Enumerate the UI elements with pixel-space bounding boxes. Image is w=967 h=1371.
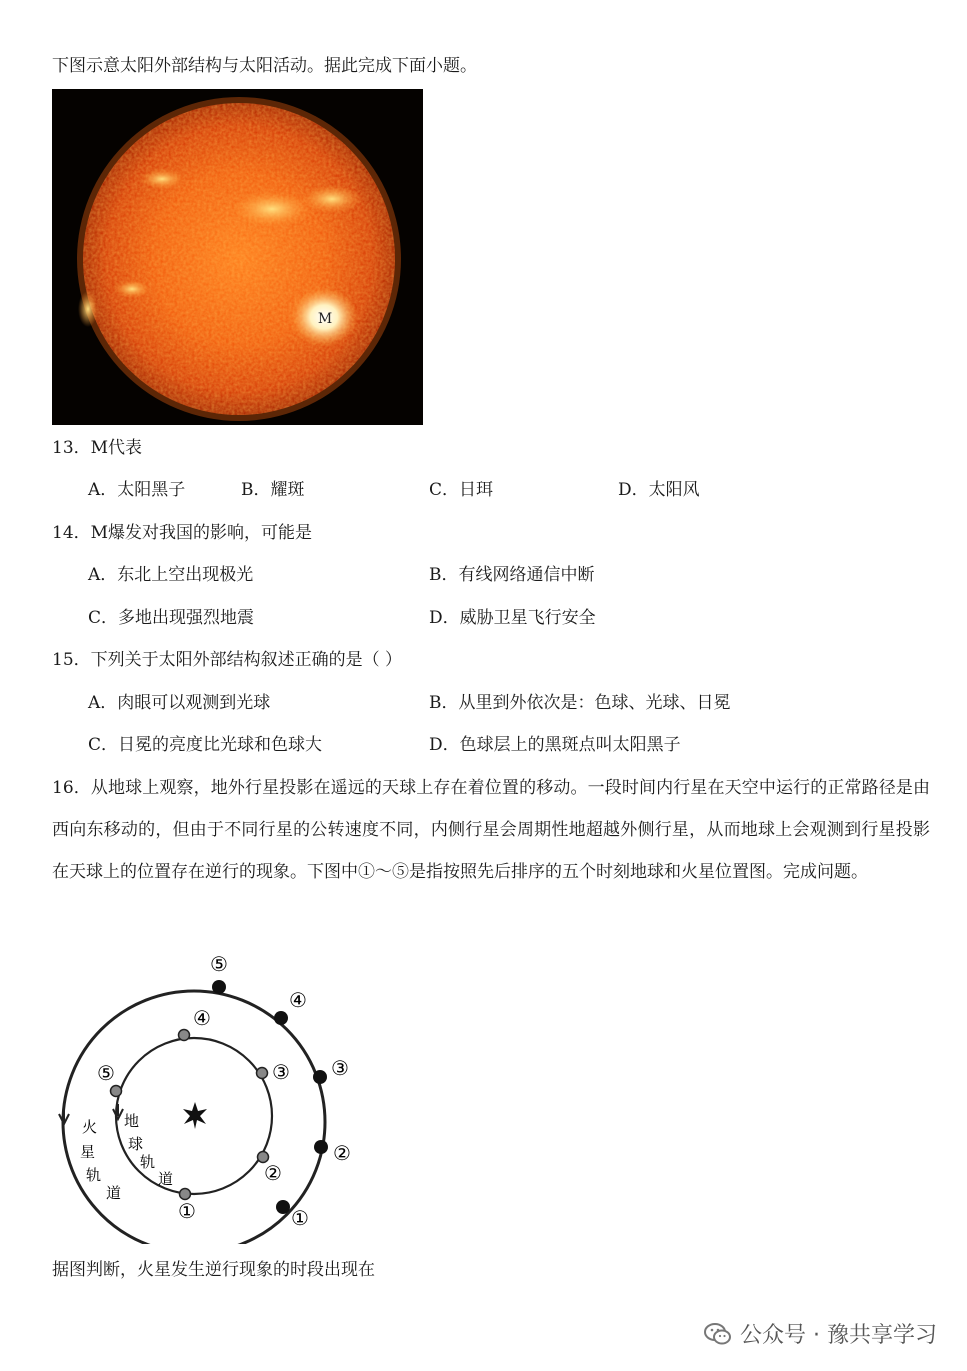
earth-orbit-label-2: 球 xyxy=(128,1135,144,1153)
earth-orbit-label-1: 地 xyxy=(124,1112,140,1130)
earth-orbit-label-3: 轨 xyxy=(140,1153,156,1171)
earth-point-4 xyxy=(179,1030,190,1041)
earth-marker-5: ⑤ xyxy=(97,1061,115,1085)
q16-stem: 16．从地球上观察，地外行星投影在遥远的天球上存在着位置的移动。一段时间内行星在天空中运行的正常路径是由西向东移动的，但由于不同行星的公转速度不同，内侧行星会周期性地超越外侧行星，从而地球上会观测到行星投影在天球上的位置存在逆行的现象。下图中①～⑤是指按照先后排序的五个时刻地球和火星位置图。完成问题。 xyxy=(52,778,930,882)
mars-marker-5: ⑤ xyxy=(210,952,228,976)
mars-orbit-label-2: 星 xyxy=(80,1143,96,1161)
q15-option-c: C．日冕的亮度比光球和色球大 xyxy=(88,735,323,755)
mars-point-3 xyxy=(313,1070,327,1084)
q13-stem: 13．M代表 xyxy=(52,438,143,458)
mars-marker-3: ③ xyxy=(331,1056,349,1080)
mars-direction-arrow-icon xyxy=(59,1108,69,1124)
sun-icon xyxy=(183,1102,207,1129)
earth-point-3 xyxy=(257,1068,268,1079)
mars-point-2 xyxy=(314,1140,328,1154)
q15-option-a: A．肉眼可以观测到光球 xyxy=(88,693,271,713)
mars-marker-4: ④ xyxy=(289,988,307,1012)
intro-text: 下图示意太阳外部结构与太阳活动。据此完成下面小题。 xyxy=(52,56,477,76)
watermark-text: 公众号 · 豫共享学习 xyxy=(740,1323,937,1348)
mars-point-5 xyxy=(212,980,226,994)
mars-marker-2: ② xyxy=(333,1141,351,1165)
sun-photo xyxy=(52,89,423,425)
q13-option-a: A．太阳黑子 xyxy=(88,480,186,500)
q14-stem: 14．M爆发对我国的影响，可能是 xyxy=(52,523,313,543)
q14-option-c: C．多地出现强烈地震 xyxy=(88,608,255,628)
mars-orbit-label-4: 道 xyxy=(106,1184,122,1202)
q13-option-d: D．太阳风 xyxy=(618,480,700,500)
mars-point-1 xyxy=(276,1200,290,1214)
q14-option-a: A．东北上空出现极光 xyxy=(88,565,254,585)
wechat-icon xyxy=(704,1322,732,1346)
mars-orbit-label-3: 轨 xyxy=(86,1166,102,1184)
earth-point-5 xyxy=(111,1086,122,1097)
mars-point-4 xyxy=(274,1011,288,1025)
q14-option-d: D．威胁卫星飞行安全 xyxy=(429,608,596,628)
earth-marker-1: ① xyxy=(178,1199,196,1223)
earth-direction-arrow-icon xyxy=(113,1104,123,1119)
q13-option-b: B．耀斑 xyxy=(241,480,305,500)
q15-option-d: D．色球层上的黑斑点叫太阳黑子 xyxy=(429,735,681,755)
q15-stem: 15．下列关于太阳外部结构叙述正确的是（ ） xyxy=(52,650,403,670)
mars-marker-1: ① xyxy=(291,1206,309,1230)
earth-marker-4: ④ xyxy=(193,1006,211,1030)
mars-orbit-label-1: 火 xyxy=(82,1118,98,1136)
orbit-diagram xyxy=(40,944,380,1244)
earth-orbit-label-4: 道 xyxy=(158,1170,174,1188)
q16-followup: 据图判断，火星发生逆行现象的时段出现在 xyxy=(52,1260,375,1280)
sun-label-m: M xyxy=(317,311,333,327)
q13-option-c: C．日珥 xyxy=(429,480,494,500)
q14-option-b: B．有线网络通信中断 xyxy=(429,565,595,585)
earth-marker-2: ② xyxy=(264,1161,282,1185)
earth-marker-3: ③ xyxy=(272,1060,290,1084)
q15-option-b: B．从里到外依次是：色球、光球、日冕 xyxy=(429,693,731,713)
watermark xyxy=(704,1318,937,1349)
earth-point-1 xyxy=(180,1189,191,1200)
